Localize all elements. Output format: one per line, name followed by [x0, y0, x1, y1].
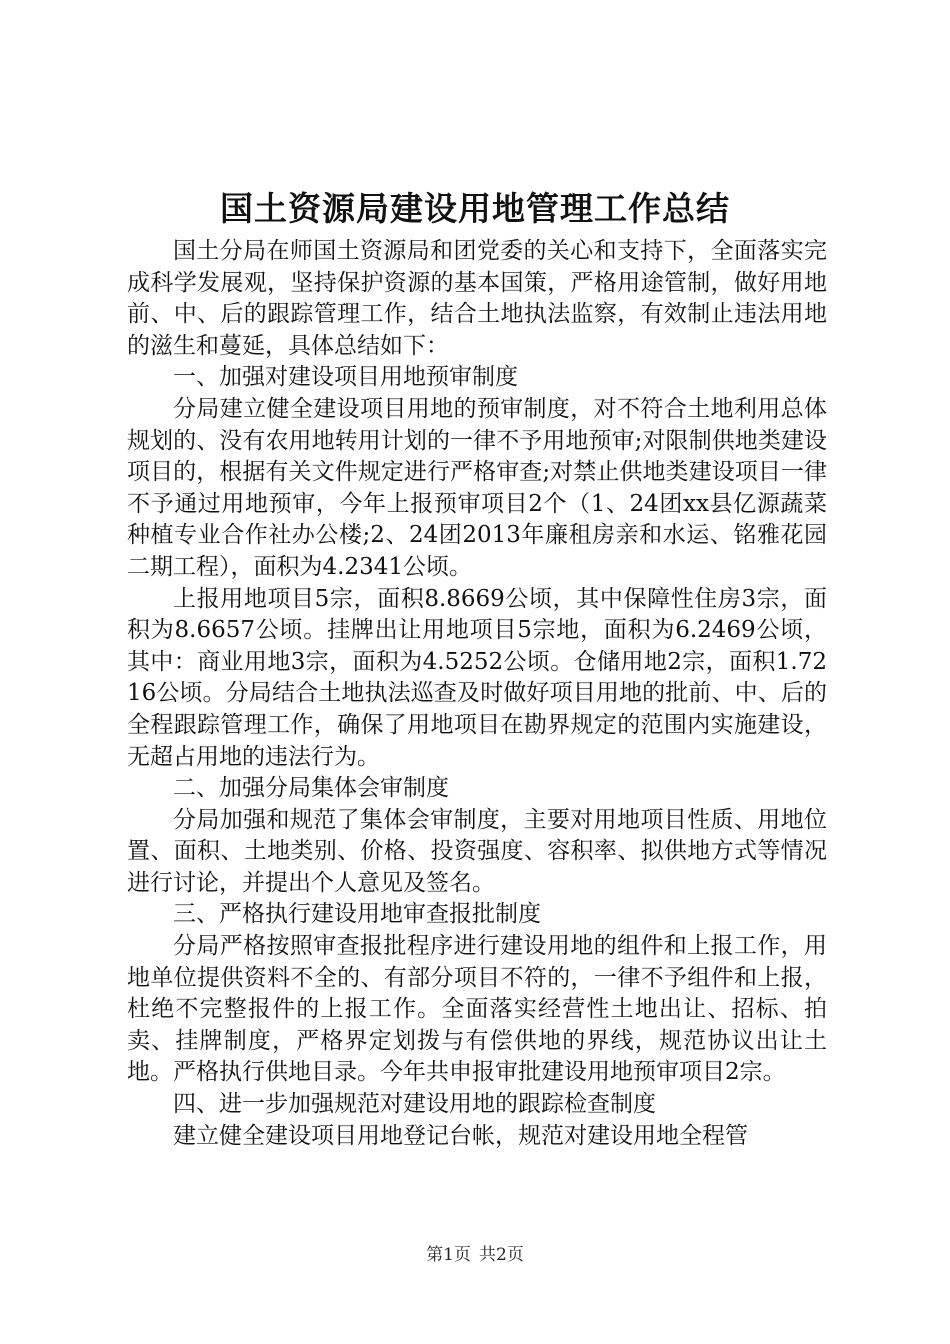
section-2-paragraph: 分局加强和规范了集体会审制度，主要对用地项目性质、用地位置、面积、土地类别、价格、投资强度、容积率、拟供地方式等情况进行讨论，并提出个人意见及签名。 [127, 806, 827, 896]
section-1-paragraph: 分局建立健全建设项目用地的预审制度，对不符合土地利用总体规划的、没有农用地转用计划的一律不予用地预审;对限制供地类建设项目的，根据有关文件规定进行严格审查;对禁止供地类建设项目一律不予通过用地预审，今年上报预审项目2个（1、24团xx县亿源蔬菜种植专业合作社办公楼;2、24团2013年廉租房亲和水运、铭雅花园二期工程），面积为4.2341公顷。 [127, 395, 827, 580]
section-heading-3: 三、严格执行建设用地审查报批制度 [173, 901, 541, 928]
page-number: 第1页 [426, 1245, 471, 1265]
section-3-paragraph: 分局严格按照审查报批程序进行建设用地的组件和上报工作，用地单位提供资料不全的、有部分项目不符的，一律不予组件和上报，杜绝不完整报件的上报工作。全面落实经营性土地出让、招标、拍卖、挂牌制度，严格界定划拨与有偿供地的界线，规范协议出让土地。严格执行供地目录。今年共申报审批建设用地预审项目2宗。 [127, 933, 827, 1086]
section-heading-4: 四、进一步加强规范对建设用地的跟踪检查制度 [173, 1091, 656, 1118]
page-footer [0, 1244, 950, 1266]
document-title: 国土资源局建设用地管理工作总结 [220, 189, 730, 228]
section-heading-1: 一、加强对建设项目用地预审制度 [173, 364, 518, 391]
section-1-paragraph-2: 上报用地项目5宗，面积8.8669公顷，其中保障性住房3宗，面积为8.6657公顷。挂牌出让用地项目5宗地，面积为6.2469公顷，其中：商业用地3宗，面积为4.5252公顷。仓储用地2宗，面积1.7216公顷。分局结合土地执法巡查及时做好项目用地的批前、中、后的全程跟踪管理工作，确保了用地项目在勘界规定的范围内实施建设，无超占用地的违法行为。 [127, 585, 827, 770]
page-total: 共2页 [479, 1245, 524, 1265]
document-body [127, 236, 827, 1152]
intro-paragraph: 国土分局在师国土资源局和团党委的关心和支持下，全面落实完成科学发展观，坚持保护资源的基本国策，严格用途管制，做好用地前、中、后的跟踪管理工作，结合土地执法监察，有效制止违法用地的滋生和蔓延，具体总结如下： [127, 238, 827, 359]
section-heading-2: 二、加强分局集体会审制度 [173, 775, 449, 802]
section-4-paragraph: 建立健全建设项目用地登记台帐，规范对建设用地全程管 [173, 1122, 748, 1149]
